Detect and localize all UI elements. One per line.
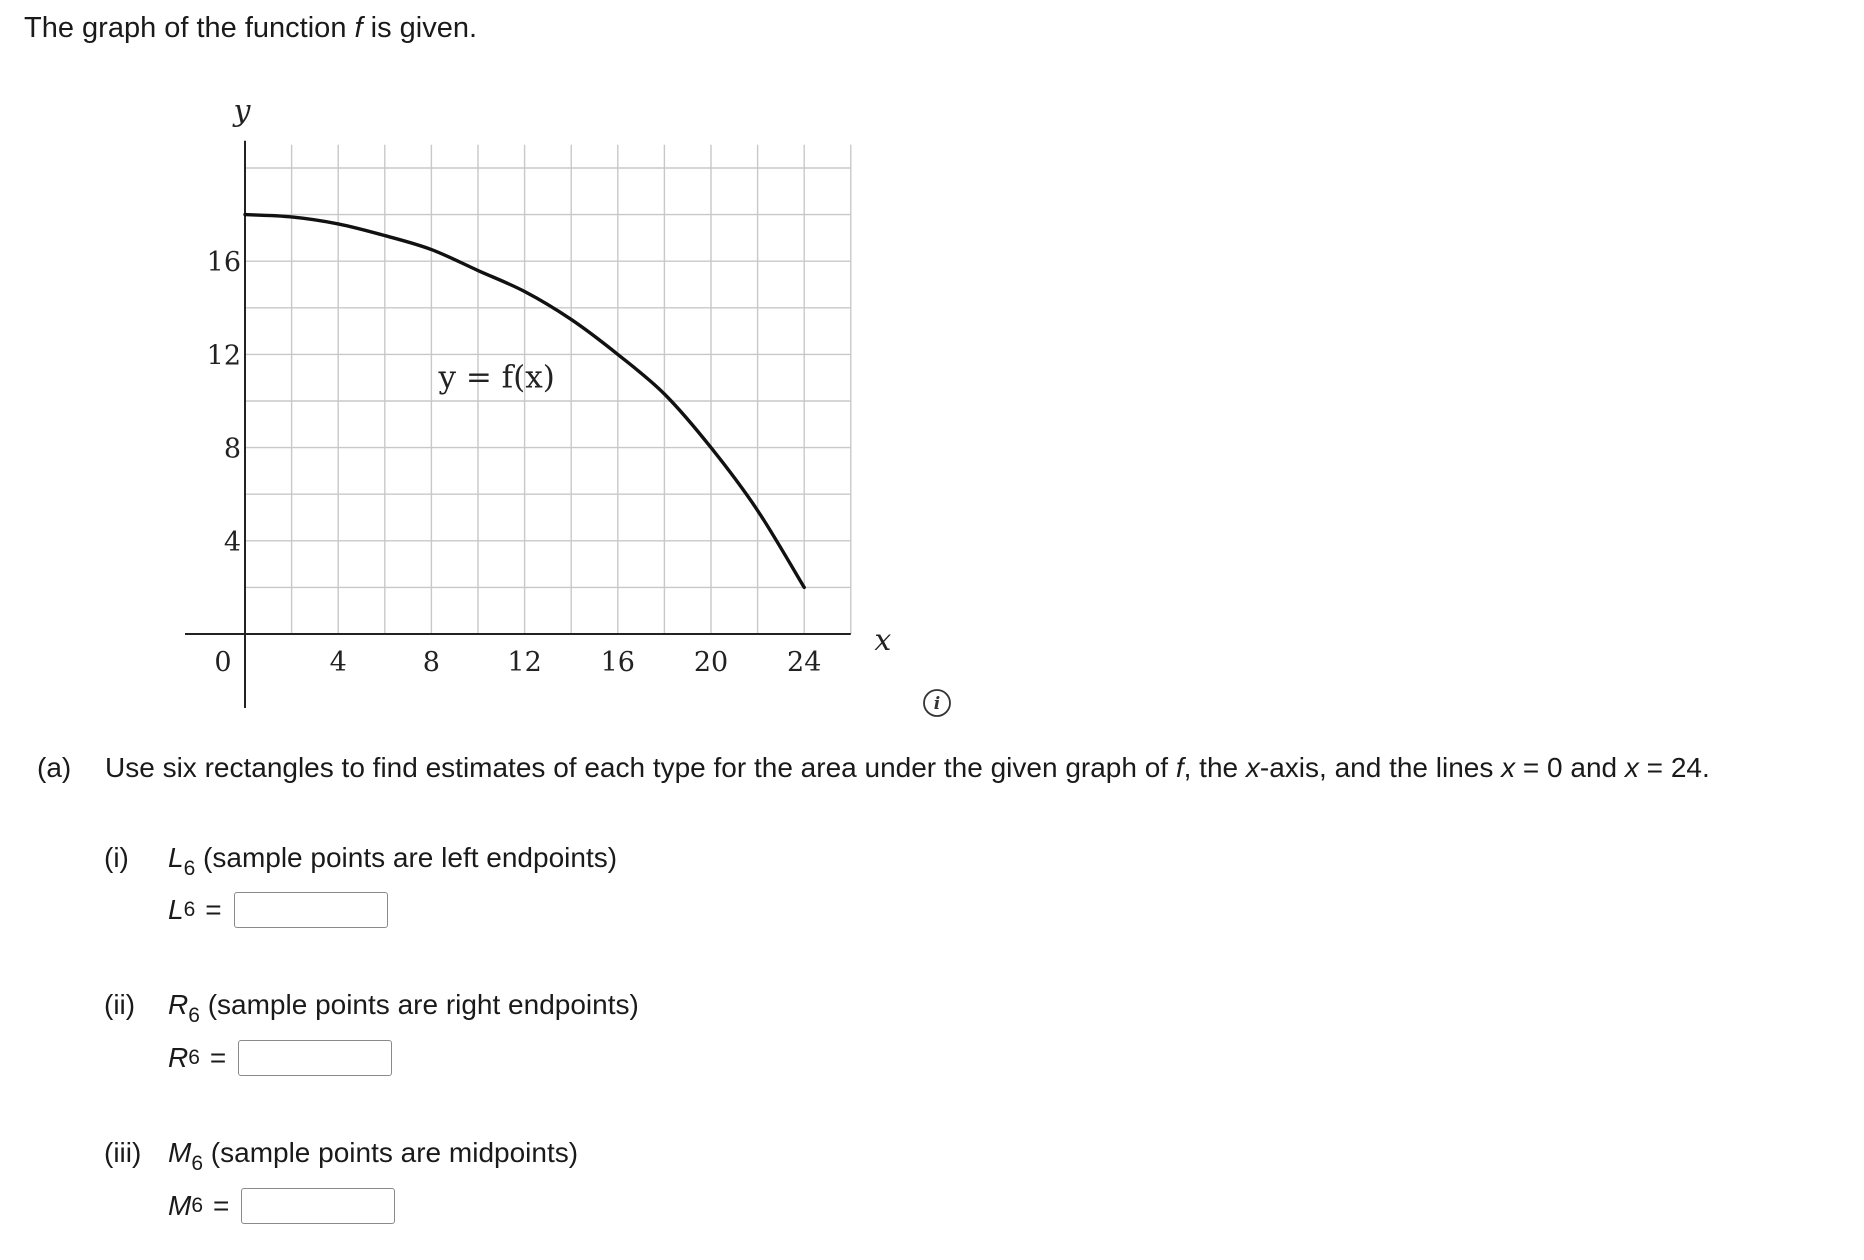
m6-answer-input[interactable] xyxy=(241,1188,395,1224)
x-tick-label: 12 xyxy=(507,647,542,678)
question-ii-label: (ii) $R_6$ (sample points are right endpoints) xyxy=(104,989,639,1027)
r6-answer-input[interactable] xyxy=(238,1040,392,1076)
function-name: f xyxy=(354,12,363,44)
info-circle-icon[interactable] xyxy=(922,688,952,718)
y-tick-label: 8 xyxy=(223,433,241,465)
intro-text: The graph of the function f is given. xyxy=(24,12,478,44)
x-tick-label: 0 xyxy=(214,647,232,678)
x-tick-label: 24 xyxy=(787,647,822,678)
answer-row-r6: R 6 = xyxy=(168,1038,392,1078)
x-axis-label: x xyxy=(874,623,892,658)
x-tick-label: 20 xyxy=(693,647,729,678)
answer-row-l6: L 6 = xyxy=(168,890,388,930)
question-iii-label: (iii) $M_6$ (sample points are midpoints) xyxy=(104,1137,579,1175)
x-tick-label: 4 xyxy=(329,647,347,678)
y-axis-label: y xyxy=(233,93,251,129)
question-i-label: (i) $L_6$ (sample points are left endpoints) xyxy=(104,842,618,880)
x-tick-label: 8 xyxy=(422,647,440,678)
l6-answer-input[interactable] xyxy=(234,892,388,928)
x-tick-label: 16 xyxy=(600,647,635,678)
curve-label: y = f(x) xyxy=(438,359,555,396)
y-tick-label: 12 xyxy=(206,340,241,372)
part-a-label: (a) xyxy=(37,752,72,783)
y-tick-label: 16 xyxy=(206,247,241,279)
svg-text:i: i xyxy=(933,694,941,714)
y-tick-label: 4 xyxy=(223,526,241,558)
answer-row-m6: M 6 = xyxy=(168,1186,395,1226)
part-a-question: (a) Use six rectangles to find estimates of each type for the area under the given graph of f, the x-axis, and the lines x = 0 and x = 24. xyxy=(37,748,1710,788)
